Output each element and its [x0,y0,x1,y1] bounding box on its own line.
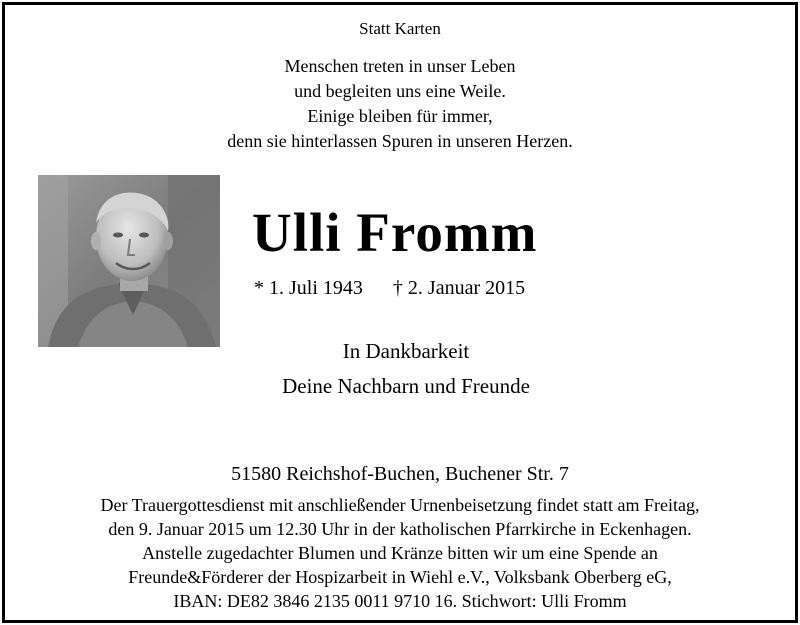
deceased-name: Ulli Fromm [252,202,538,263]
birth-date: * 1. Juli 1943 [254,277,363,299]
mourners-line: Deine Nachbarn und Freunde [282,374,530,398]
life-dates [254,277,525,300]
service-line: IBAN: DE82 3846 2135 0011 9710 16. Stichwort: Ulli Fromm [173,591,627,611]
obituary-notice [2,2,798,623]
poem [5,54,795,154]
thanks-line: In Dankbarkeit [342,339,470,363]
portrait-illustration [38,175,220,347]
poem-line: Menschen treten in unser Leben [284,56,516,76]
service-details [5,493,795,613]
poem-line: und begleiten uns eine Weile. [294,81,506,101]
address: 51580 Reichshof-Buchen, Buchener Str. 7 [231,463,569,485]
service-line: Der Trauergottesdienst mit anschließender Urnenbeisetzung findet statt am Freitag, [100,495,700,515]
service-line: Freunde&Förderer der Hospizarbeit in Wiehl e.V., Volksbank Oberberg eG, [128,567,672,587]
death-date: † 2. Januar 2015 [392,277,526,299]
poem-line: Einige bleiben für immer, [307,106,493,126]
header-label: Statt Karten [359,19,441,38]
poem-line: denn sie hinterlassen Spuren in unseren Herzen. [227,131,573,151]
service-line: Anstelle zugedachter Blumen und Kränze bitten wir um eine Spende an [142,543,658,563]
service-line: den 9. Januar 2015 um 12.30 Uhr in der katholischen Pfarrkirche in Eckenhagen. [108,519,692,539]
portrait-photo [38,175,220,347]
